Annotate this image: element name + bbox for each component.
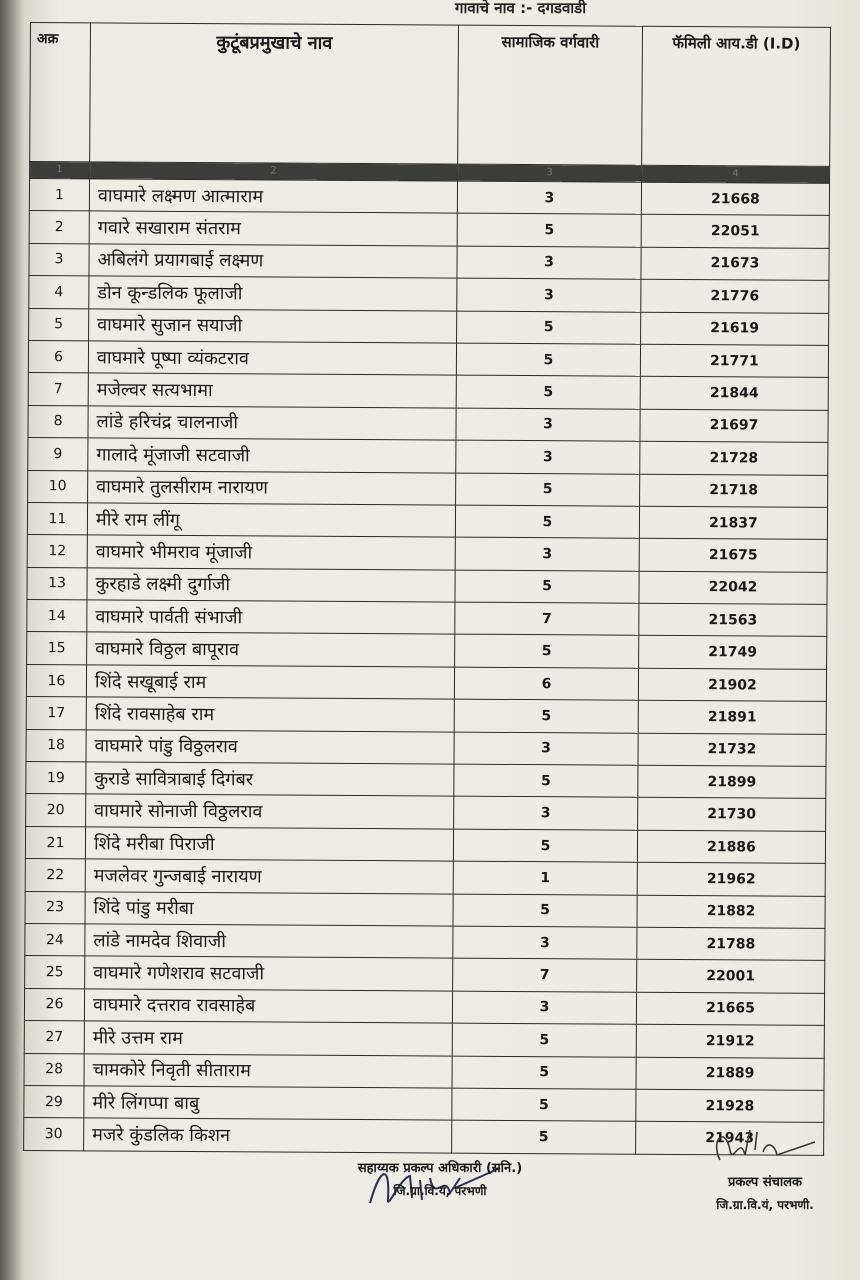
name-cell: वाघमारे पांडु विठ्ठलराव bbox=[86, 729, 454, 764]
serial-cell: 25 bbox=[25, 956, 85, 989]
table-row bbox=[28, 340, 828, 377]
left-signature-block bbox=[330, 1158, 550, 1199]
category-cell: 5 bbox=[457, 214, 641, 248]
category-cell: 5 bbox=[452, 1120, 636, 1154]
serial-cell: 23 bbox=[25, 891, 85, 924]
table-row bbox=[28, 373, 828, 410]
left-signature-office: जि.ग्रा.वि.यं, परभणी bbox=[393, 1184, 487, 1198]
serial-cell: 2 bbox=[29, 211, 89, 244]
table-row bbox=[29, 276, 829, 313]
name-cell: लांडे हरिचंद्र चालनाजी bbox=[88, 406, 456, 441]
table-header-row bbox=[30, 23, 831, 167]
serial-cell: 21 bbox=[25, 826, 85, 859]
serial-cell: 28 bbox=[24, 1053, 84, 1086]
name-cell: मीरे उत्तम राम bbox=[84, 1021, 452, 1056]
category-cell: 7 bbox=[455, 602, 639, 636]
category-cell: 5 bbox=[452, 1023, 636, 1057]
family-id-cell: 22042 bbox=[639, 571, 827, 605]
family-id-cell: 22051 bbox=[641, 215, 829, 249]
name-cell: लांडे नामदेव शिवाजी bbox=[85, 924, 453, 959]
table-row bbox=[29, 243, 829, 280]
name-cell: वाघमारे सोनाजी विठ्ठलराव bbox=[86, 794, 454, 829]
name-cell: गवारे सखाराम संतराम bbox=[89, 211, 457, 246]
name-cell: वाघमारे सुजान सयाजी bbox=[89, 308, 457, 343]
name-cell: वाघमारे दत्तराव रावसाहेब bbox=[84, 989, 452, 1024]
family-id-cell: 21673 bbox=[641, 247, 829, 281]
serial-cell: 24 bbox=[25, 923, 85, 956]
serial-cell: 11 bbox=[27, 502, 87, 535]
family-id-cell: 21771 bbox=[640, 344, 828, 378]
serial-cell: 15 bbox=[27, 632, 87, 665]
category-cell: 5 bbox=[453, 829, 637, 863]
table-row bbox=[27, 632, 827, 669]
name-cell: वाघमारे पूष्पा व्यंकटराव bbox=[88, 341, 456, 376]
table-row bbox=[27, 600, 827, 637]
table-row bbox=[26, 697, 826, 734]
category-cell: 5 bbox=[452, 1088, 636, 1122]
table-row bbox=[24, 1118, 824, 1155]
table-row bbox=[26, 794, 826, 831]
serial-cell: 12 bbox=[27, 535, 87, 568]
table-row bbox=[26, 762, 826, 799]
family-id-cell: 21886 bbox=[637, 830, 825, 864]
name-cell: शिंदे मरीबा पिराजी bbox=[85, 827, 453, 862]
table-row bbox=[24, 1053, 824, 1090]
table-row bbox=[25, 891, 825, 928]
serial-cell: 29 bbox=[24, 1085, 84, 1118]
category-cell: 3 bbox=[454, 732, 638, 766]
family-id-cell: 21776 bbox=[641, 279, 829, 313]
category-cell: 3 bbox=[457, 246, 641, 280]
name-cell: चामकोरे निवृती सीताराम bbox=[84, 1053, 452, 1088]
name-cell: कुरहाडे लक्ष्मी दुर्गाजी bbox=[87, 568, 455, 603]
serial-cell: 19 bbox=[26, 762, 86, 795]
category-cell: 5 bbox=[453, 894, 637, 928]
column-header-name: कुटूंबप्रमुखाचे नाव bbox=[90, 23, 459, 164]
table-row bbox=[24, 1085, 824, 1122]
category-cell: 5 bbox=[456, 473, 640, 507]
family-id-cell: 21728 bbox=[640, 441, 828, 475]
table-row bbox=[27, 502, 827, 539]
serial-cell: 17 bbox=[26, 697, 86, 730]
category-cell: 1 bbox=[453, 861, 637, 895]
column-number: 4 bbox=[642, 165, 830, 183]
category-cell: 5 bbox=[455, 505, 639, 539]
category-cell: 3 bbox=[453, 926, 637, 960]
category-cell: 3 bbox=[452, 991, 636, 1025]
category-cell: 3 bbox=[457, 181, 641, 215]
family-id-cell: 21730 bbox=[638, 798, 826, 832]
family-list-table bbox=[23, 22, 831, 1156]
table-row bbox=[24, 988, 824, 1025]
table-row bbox=[26, 664, 826, 701]
serial-cell: 7 bbox=[28, 373, 88, 406]
family-id-cell: 21563 bbox=[639, 603, 827, 637]
table-row bbox=[24, 1021, 824, 1058]
table-row bbox=[28, 405, 828, 442]
serial-cell: 20 bbox=[26, 794, 86, 827]
category-cell: 5 bbox=[456, 375, 640, 409]
name-cell: वाघमारे तुलसीराम नारायण bbox=[88, 470, 456, 505]
serial-cell: 6 bbox=[28, 340, 88, 373]
name-cell: मजरे कुंडलिक किशन bbox=[84, 1118, 452, 1153]
name-cell: मजेल्वर सत्यभामा bbox=[88, 373, 456, 408]
serial-cell: 8 bbox=[28, 405, 88, 438]
family-id-cell: 21675 bbox=[639, 539, 827, 573]
column-number: 3 bbox=[458, 164, 642, 182]
name-cell: वाघमारे पार्वती संभाजी bbox=[87, 600, 455, 635]
serial-cell: 14 bbox=[27, 600, 87, 633]
family-id-cell: 21912 bbox=[636, 1024, 824, 1058]
column-header-serial: अक्र bbox=[30, 23, 91, 162]
serial-cell: 18 bbox=[26, 729, 86, 762]
serial-cell: 4 bbox=[29, 276, 89, 309]
family-id-cell: 21718 bbox=[640, 474, 828, 508]
family-id-cell: 21697 bbox=[640, 409, 828, 443]
table-row bbox=[28, 438, 828, 475]
table-row bbox=[29, 179, 829, 216]
category-cell: 3 bbox=[456, 408, 640, 442]
name-cell: शिंदे रावसाहेब राम bbox=[86, 697, 454, 732]
family-id-cell: 21837 bbox=[639, 506, 827, 540]
category-cell: 5 bbox=[454, 764, 638, 798]
table-row bbox=[29, 211, 829, 248]
family-id-cell: 21928 bbox=[636, 1089, 824, 1123]
serial-cell: 22 bbox=[25, 859, 85, 892]
table-row bbox=[26, 729, 826, 766]
village-name: गावाचे नाव :- दगडवाडी bbox=[455, 0, 587, 17]
column-number: 2 bbox=[90, 162, 458, 181]
right-signature-title: प्रकल्प संचालक bbox=[727, 1175, 803, 1190]
family-id-cell: 21882 bbox=[637, 895, 825, 929]
family-id-cell: 21902 bbox=[638, 668, 826, 702]
table-row bbox=[25, 956, 825, 993]
name-cell: वाघमारे भीमराव मूंजाजी bbox=[87, 535, 455, 570]
table-row bbox=[28, 470, 828, 507]
category-cell: 5 bbox=[455, 635, 639, 669]
family-id-cell: 21788 bbox=[637, 927, 825, 961]
name-cell: अबिलंगे प्रयागबाई लक्ष्मण bbox=[89, 244, 457, 279]
right-signature-block bbox=[690, 1172, 840, 1213]
category-cell: 6 bbox=[454, 667, 638, 701]
category-cell: 5 bbox=[452, 1056, 636, 1090]
column-header-family-id: फॅमिली आय.डी (I.D) bbox=[642, 26, 831, 166]
table-row bbox=[29, 308, 829, 345]
family-id-cell: 21844 bbox=[640, 377, 828, 411]
family-id-cell: 21732 bbox=[638, 733, 826, 767]
family-id-cell: 21665 bbox=[636, 992, 824, 1026]
serial-cell: 16 bbox=[26, 664, 86, 697]
name-cell: मीरे राम लींगू bbox=[87, 503, 455, 538]
table-body bbox=[24, 179, 830, 1156]
category-cell: 5 bbox=[457, 311, 641, 345]
category-cell: 3 bbox=[457, 278, 641, 312]
family-id-cell: 22001 bbox=[637, 960, 825, 994]
category-cell: 3 bbox=[455, 537, 639, 571]
name-cell: शिंदे पांडु मरीबा bbox=[85, 891, 453, 926]
serial-cell: 1 bbox=[29, 179, 89, 212]
name-cell: कुराडे सावित्राबाई दिगंबर bbox=[86, 762, 454, 797]
name-cell: वाघमारे गणेशराव सटवाजी bbox=[85, 956, 453, 991]
table-row bbox=[25, 859, 825, 896]
serial-cell: 26 bbox=[24, 988, 84, 1021]
right-signature-scribble bbox=[705, 1120, 825, 1170]
name-cell: मीरे लिंगप्पा बाबु bbox=[84, 1086, 452, 1121]
left-signature-title: सहाय्यक प्रकल्प अधिकारी (सनि.) bbox=[357, 1161, 523, 1176]
serial-cell: 13 bbox=[27, 567, 87, 600]
family-id-cell: 21619 bbox=[641, 312, 829, 346]
name-cell: शिंदे सखूबाई राम bbox=[86, 665, 454, 700]
serial-cell: 27 bbox=[24, 1021, 84, 1054]
category-cell: 3 bbox=[456, 440, 640, 474]
table-row bbox=[25, 923, 825, 960]
name-cell: वाघमारे विठ्ठल बापूराव bbox=[87, 632, 455, 667]
table-row bbox=[25, 826, 825, 863]
table-row bbox=[27, 535, 827, 572]
serial-cell: 3 bbox=[29, 243, 89, 276]
table-row bbox=[27, 567, 827, 604]
serial-cell: 5 bbox=[29, 308, 89, 341]
category-cell: 7 bbox=[453, 958, 637, 992]
serial-cell: 9 bbox=[28, 438, 88, 471]
category-cell: 3 bbox=[454, 797, 638, 831]
category-cell: 5 bbox=[456, 343, 640, 377]
family-id-cell: 21749 bbox=[639, 636, 827, 670]
name-cell: गालादे मूंजाजी सटवाजी bbox=[88, 438, 456, 473]
name-cell: वाघमारे लक्ष्मण आत्माराम bbox=[89, 179, 457, 214]
family-id-cell: 21891 bbox=[638, 700, 826, 734]
family-id-cell: 21889 bbox=[636, 1057, 824, 1091]
serial-cell: 10 bbox=[28, 470, 88, 503]
name-cell: डोन कून्डलिक फूलाजी bbox=[89, 276, 457, 311]
family-id-cell: 21668 bbox=[641, 182, 829, 216]
serial-cell: 30 bbox=[24, 1118, 84, 1151]
column-header-category: सामाजिक वर्गवारी bbox=[458, 25, 643, 165]
family-id-cell: 21943 bbox=[636, 1122, 824, 1156]
column-number: 1 bbox=[30, 162, 90, 179]
family-id-cell: 21962 bbox=[637, 862, 825, 896]
category-cell: 5 bbox=[454, 699, 638, 733]
right-signature-office: जि.ग्रा.वि.यं, परभणी. bbox=[716, 1198, 814, 1212]
category-cell: 5 bbox=[455, 570, 639, 604]
name-cell: मजलेवर गुन्जबाई नारायण bbox=[85, 859, 453, 894]
family-id-cell: 21899 bbox=[638, 765, 826, 799]
